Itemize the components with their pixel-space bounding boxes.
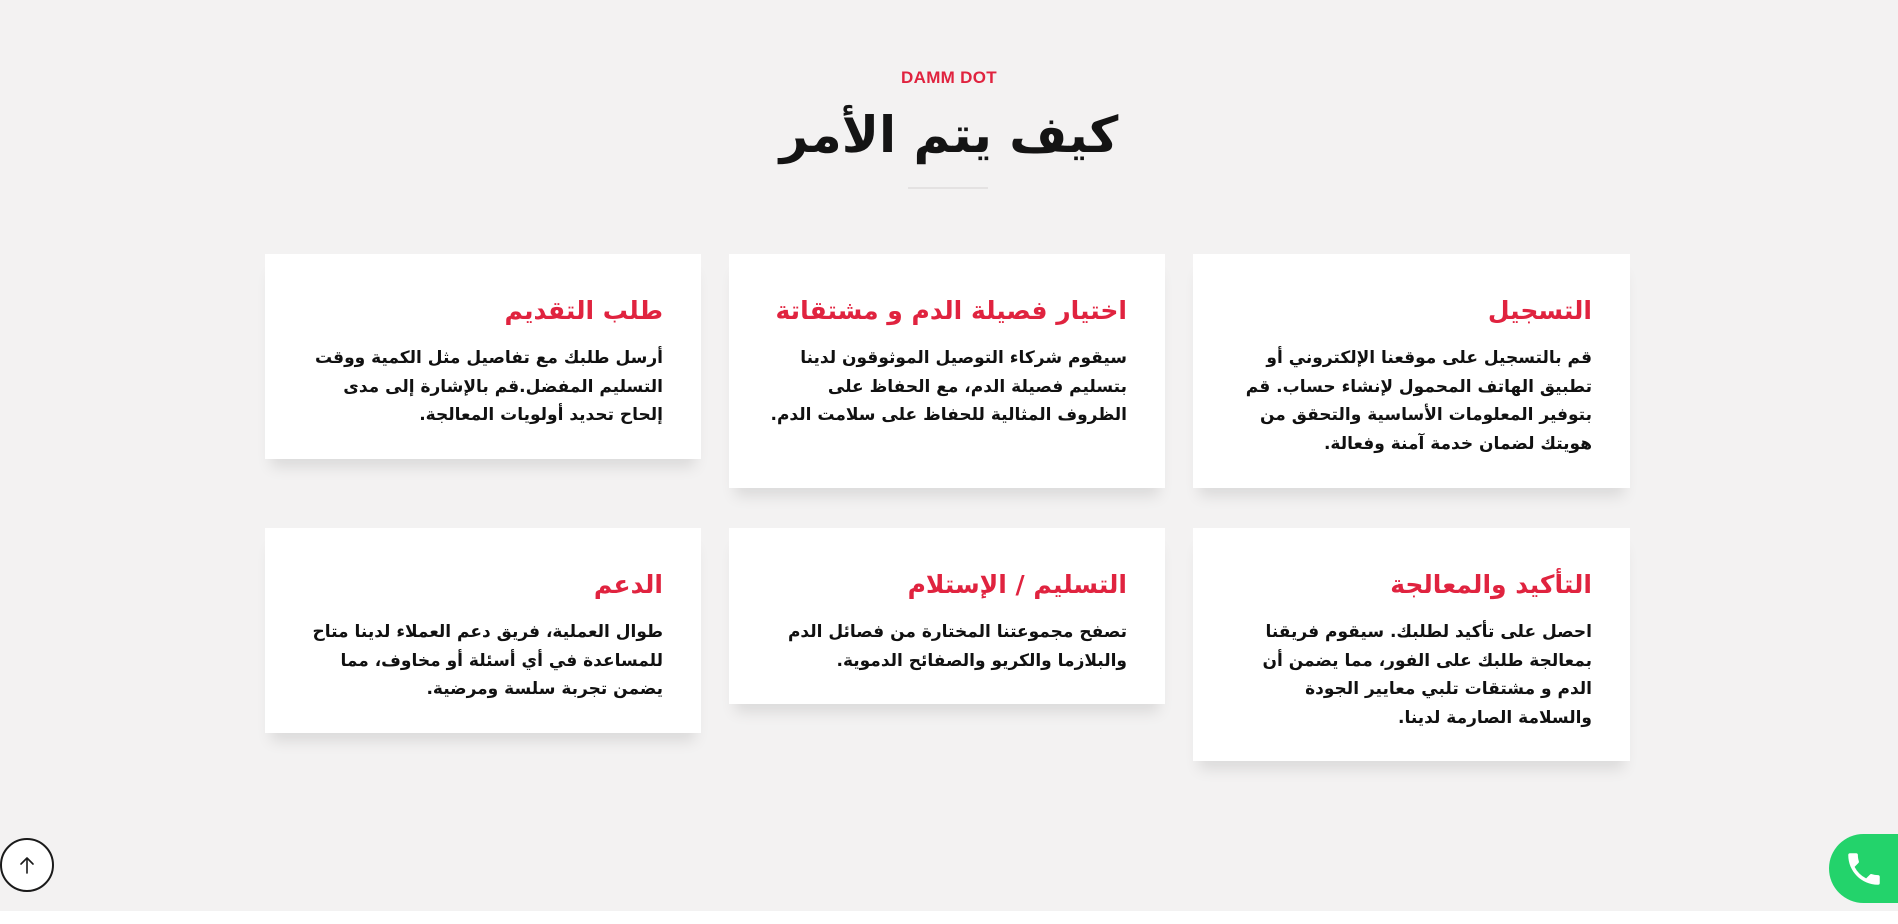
step-text: تصفح مجموعتنا المختارة من فصائل الدم والبلازما والكريو والصفائح الدموية. [787,622,1127,671]
step-title: الدعم [593,570,663,599]
scroll-to-top-button[interactable] [0,838,54,892]
step-title: التسجيل [1487,296,1592,325]
section-title: كيف يتم الأمر [779,106,1119,164]
step-card-registration [1193,254,1630,488]
call-button[interactable] [1829,834,1898,903]
section-eyebrow: DAMM DOT [901,68,997,87]
step-text: طوال العملية، فريق دعم العملاء لدينا متاح للمساعدة في أي أسئلة أو مخاوف، مما يضمن تجربة سلسة ومرضية. [312,622,663,699]
step-card-blood-type [729,254,1165,488]
arrow-up-icon [16,854,38,876]
step-card-confirmation [1193,528,1630,761]
title-divider [908,187,988,189]
step-card-request [265,254,701,459]
step-card-support [265,528,701,733]
step-text: احصل على تأكيد لطلبك. سيقوم فريقنا بمعالجة طلبك على الفور، مما يضمن أن الدم و مشتقات تلبي معايير الجودة والسلامة الصارمة لدينا. [1262,622,1592,728]
step-title: طلب التقديم [504,296,663,325]
step-title: اختيار فصيلة الدم و مشتقاتة [775,296,1127,325]
step-text: أرسل طلبك مع تفاصيل مثل الكمية ووقت التسليم المفضل.قم بالإشارة إلى مدى إلحاح تحديد أولويات المعالجة. [314,348,663,425]
phone-icon [1843,848,1885,890]
step-title: التأكيد والمعالجة [1390,570,1592,599]
step-text: سيقوم شركاء التوصيل الموثوقون لدينا بتسليم فصيلة الدم، مع الحفاظ على الظروف المثالية للحفاظ على سلامت الدم. [770,348,1127,425]
step-card-delivery [729,528,1165,704]
step-text: قم بالتسجيل على موقعنا الإلكتروني أو تطبيق الهاتف المحمول لإنشاء حساب. قم بتوفير المعلومات الأساسية والتحقق من هويتك لضمان خدمة آمنة وفعالة. [1245,348,1592,454]
step-title: التسليم / الإستلام [907,570,1127,599]
